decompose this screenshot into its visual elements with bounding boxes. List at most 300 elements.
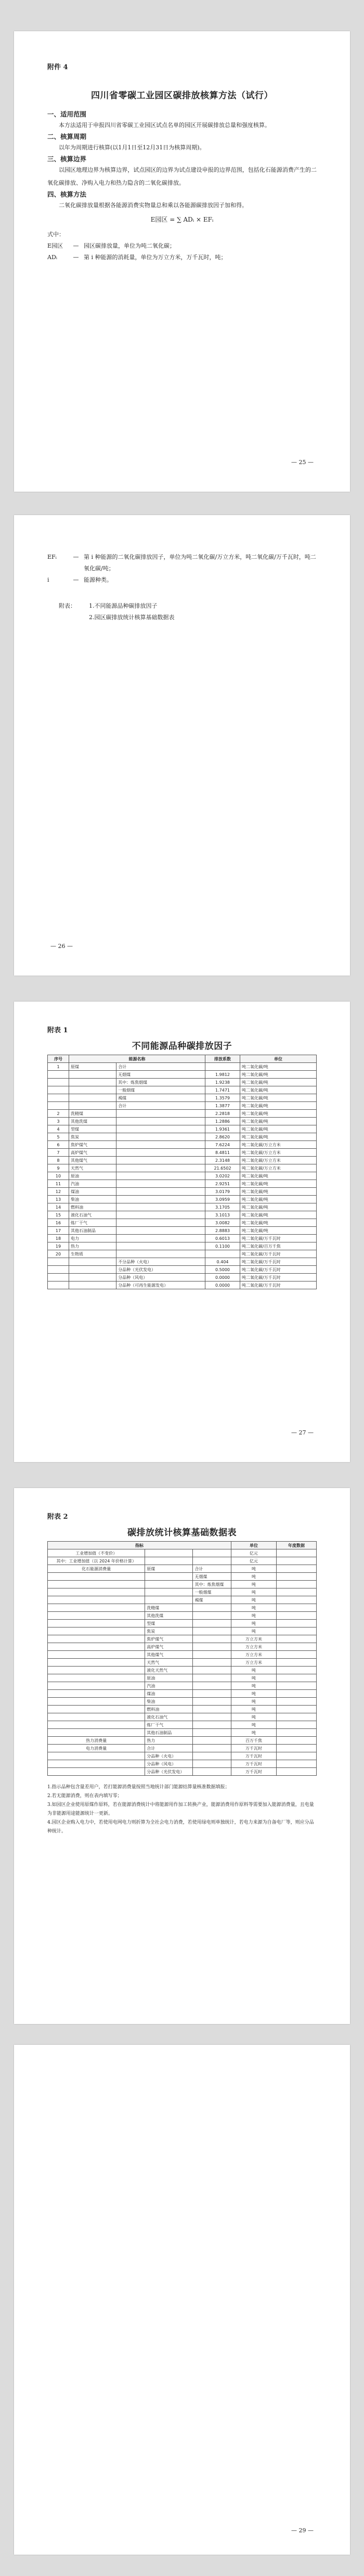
table-cell	[277, 1620, 317, 1627]
table-cell	[193, 1549, 231, 1557]
table-cell	[277, 1651, 317, 1659]
table-cell	[116, 1125, 205, 1133]
section-text-3: 以园区地理边界为核算边界，试点园区的边界为试点建设申报的边界范围，包括化石能源消费产生的二氧化碳排放、净购入电力和热力隐含的二氧化碳排放。	[47, 166, 317, 186]
table-cell: 吨	[231, 1588, 277, 1596]
table-cell: 万千瓦时	[231, 1760, 277, 1768]
table-row	[48, 1235, 317, 1242]
page-27	[14, 1002, 350, 1462]
table-cell: 吨二氧化碳/吨	[240, 1094, 317, 1102]
table-cell	[193, 1612, 231, 1620]
section-heading-1: 一、适用范围	[47, 110, 87, 118]
table-cell	[145, 1588, 193, 1596]
definition-text: 能源种类。	[84, 576, 112, 583]
definition-row	[47, 552, 317, 574]
table-cell: 煤油	[145, 1690, 193, 1698]
table-cell	[277, 1698, 317, 1706]
table-cell: 热力	[145, 1737, 193, 1745]
table-cell	[116, 1133, 205, 1141]
section-text-2: 以年为周期进行核算(以1月1日至12月31日为核算周期)。	[59, 144, 205, 151]
table-header-row	[48, 1055, 317, 1063]
table-cell: 3.0179	[205, 1188, 240, 1196]
table-cell	[193, 1604, 231, 1612]
table-cell: 合计	[116, 1063, 205, 1071]
table-cell	[116, 1141, 205, 1149]
table-row	[48, 1110, 317, 1118]
table-row	[48, 1149, 317, 1157]
table-cell: 百万千焦	[231, 1737, 277, 1745]
table-cell: 柴油	[69, 1196, 116, 1203]
table-cell	[193, 1620, 231, 1627]
table-cell: 亿元	[231, 1557, 277, 1565]
table-cell: 天然气	[69, 1164, 116, 1172]
table-row	[48, 1196, 317, 1203]
table-cell	[277, 1596, 317, 1604]
table-cell: 14	[48, 1203, 69, 1211]
table-cell	[48, 1581, 145, 1588]
notes	[47, 1783, 317, 1836]
table-cell: 煤油	[69, 1188, 116, 1196]
table-cell	[193, 1557, 231, 1565]
table-cell: 不分品种（火电）	[116, 1258, 205, 1266]
table-cell: 12	[48, 1188, 69, 1196]
table-cell	[145, 1581, 193, 1588]
table-cell: 合计	[116, 1102, 205, 1110]
table-row	[48, 1745, 317, 1752]
table-cell: 液化石油气	[145, 1713, 193, 1721]
table-cell: 19	[48, 1242, 69, 1250]
table-cell	[48, 1706, 145, 1713]
table-cell: 3.0959	[205, 1196, 240, 1203]
table-cell: 其他煤气	[69, 1157, 116, 1164]
table-cell	[277, 1581, 317, 1588]
table-cell	[69, 1102, 116, 1110]
table-cell	[116, 1149, 205, 1157]
table-row	[48, 1565, 317, 1573]
table-row	[48, 1729, 317, 1737]
table-cell	[48, 1643, 145, 1651]
table-cell	[193, 1729, 231, 1737]
table-cell: 3.0202	[205, 1172, 240, 1180]
table-row	[48, 1258, 317, 1266]
table-cell: 吨二氧化碳/吨	[240, 1118, 317, 1125]
table-cell	[277, 1604, 317, 1612]
definition-symbol: E园区	[47, 242, 63, 249]
table-row	[48, 1133, 317, 1141]
table-cell	[48, 1281, 69, 1289]
table-cell	[277, 1745, 317, 1752]
table-cell	[193, 1674, 231, 1682]
table-row	[48, 1643, 317, 1651]
table-cell	[69, 1071, 116, 1079]
table-cell	[48, 1604, 145, 1612]
page-number: — 25 —	[291, 459, 314, 466]
table-cell: 无烟煤	[116, 1071, 205, 1079]
table-cell: 炼厂干气	[145, 1721, 193, 1729]
table-cell	[48, 1729, 145, 1737]
attachment-item: 2.园区碳排放统计核算基础数据表	[89, 614, 175, 621]
attachment-item: 1.不同能源品种碳排放因子	[89, 603, 158, 609]
table-cell: 3.0082	[205, 1219, 240, 1227]
table-cell: 8.4811	[205, 1149, 240, 1157]
table-cell: 吨二氧化碳/万立方米	[240, 1164, 317, 1172]
table-cell	[116, 1242, 205, 1250]
table-cell	[48, 1752, 145, 1760]
page-number: — 26 —	[50, 943, 73, 950]
header-cell: 能源名称	[69, 1055, 205, 1063]
table-title: 碳排放统计核算基础数据表	[127, 1528, 237, 1538]
table-cell	[48, 1667, 145, 1674]
table-cell	[69, 1258, 116, 1266]
table-row	[48, 1682, 317, 1690]
table-row	[48, 1706, 317, 1713]
table-cell	[277, 1659, 317, 1667]
table-row	[48, 1557, 317, 1565]
table-cell: 其中：工业增加值（以 2024 年价格计算）	[48, 1557, 145, 1565]
table-cell: 吨	[231, 1620, 277, 1627]
table-row	[48, 1071, 317, 1079]
table-cell: 工业增加值（不变价）	[48, 1549, 145, 1557]
table-cell: 15	[48, 1211, 69, 1219]
table-cell	[193, 1706, 231, 1713]
table-cell: 原油	[69, 1172, 116, 1180]
table-row	[48, 1172, 317, 1180]
table-cell	[193, 1627, 231, 1635]
table-cell	[48, 1588, 145, 1596]
table-cell	[145, 1549, 193, 1557]
table-cell: 6	[48, 1141, 69, 1149]
table-cell: 万立方米	[231, 1635, 277, 1643]
table-cell: 吨二氧化碳/万千瓦时	[240, 1274, 317, 1281]
table-cell: 亿元	[231, 1549, 277, 1557]
table-row	[48, 1188, 317, 1196]
definition-dash: —	[73, 242, 79, 249]
table-cell: 0.1100	[205, 1242, 240, 1250]
table-cell	[277, 1612, 317, 1620]
table-cell: 吨	[231, 1565, 277, 1573]
page-29	[14, 2045, 350, 2555]
table-cell	[69, 1094, 116, 1102]
table-cell	[116, 1180, 205, 1188]
table-cell	[193, 1698, 231, 1706]
table-row	[48, 1627, 317, 1635]
table-cell: 吨	[231, 1682, 277, 1690]
table-label: 附表 1	[47, 1027, 68, 1034]
table-row	[48, 1266, 317, 1274]
definition-row	[47, 240, 317, 252]
table-cell	[48, 1094, 69, 1102]
table-cell	[193, 1752, 231, 1760]
table-cell: 吨二氧化碳/万立方米	[240, 1157, 317, 1164]
table-cell: 合计	[193, 1565, 231, 1573]
table-cell: 吨二氧化碳/万千瓦时	[240, 1281, 317, 1289]
table-cell	[116, 1250, 205, 1258]
table-title: 不同能源品种碳排放因子	[132, 1041, 232, 1052]
table-cell	[277, 1682, 317, 1690]
page-28	[14, 1488, 350, 2024]
table-cell: 吨二氧化碳/吨	[240, 1180, 317, 1188]
table-cell: 吨二氧化碳/吨	[240, 1063, 317, 1071]
table-cell: 分品种（光伏发电）	[116, 1266, 205, 1274]
table-cell: 0.5000	[205, 1266, 240, 1274]
table-cell	[116, 1172, 205, 1180]
definition-dash: —	[73, 576, 79, 583]
table-cell: 1.7471	[205, 1086, 240, 1094]
table-cell: 10	[48, 1172, 69, 1180]
table-cell: 20	[48, 1250, 69, 1258]
table-cell	[277, 1760, 317, 1768]
table-cell: 吨二氧化碳/吨	[240, 1071, 317, 1079]
table-cell	[116, 1164, 205, 1172]
table-cell: 吨	[231, 1604, 277, 1612]
table-cell: 吨	[231, 1698, 277, 1706]
table-cell	[277, 1549, 317, 1557]
table-cell: 柴油	[145, 1698, 193, 1706]
table-cell	[48, 1627, 145, 1635]
section-heading-4: 四、核算方法	[47, 190, 87, 198]
table-cell	[48, 1102, 69, 1110]
table-cell	[116, 1196, 205, 1203]
table-row	[48, 1721, 317, 1729]
table-cell	[193, 1690, 231, 1698]
table-cell: 吨二氧化碳/万千瓦时	[240, 1235, 317, 1242]
table-cell: 1.3877	[205, 1102, 240, 1110]
table-row	[48, 1063, 317, 1071]
table-row	[48, 1125, 317, 1133]
table-cell: 万立方米	[231, 1643, 277, 1651]
table-cell: 1.3579	[205, 1094, 240, 1102]
table-row	[48, 1094, 317, 1102]
table-cell: 液化天然气	[145, 1667, 193, 1674]
table-cell: 焦炉煤气	[145, 1635, 193, 1643]
table-body	[48, 1063, 317, 1289]
table-row	[48, 1698, 317, 1706]
table-cell	[48, 1713, 145, 1721]
table-cell: 4	[48, 1125, 69, 1133]
table-cell: 吨二氧化碳/万千瓦时	[240, 1258, 317, 1266]
table-cell: 万立方米	[231, 1651, 277, 1659]
table-cell: 一般烟煤	[193, 1588, 231, 1596]
table-cell	[69, 1274, 116, 1281]
table-cell	[277, 1667, 317, 1674]
table-cell: 吨	[231, 1612, 277, 1620]
table-row	[48, 1164, 317, 1172]
table-row	[48, 1211, 317, 1219]
table-cell: 吨	[231, 1667, 277, 1674]
table-cell	[48, 1674, 145, 1682]
table-cell: 吨二氧化碳/吨	[240, 1219, 317, 1227]
table-cell	[48, 1620, 145, 1627]
table-row	[48, 1596, 317, 1604]
formula: E园区 = ∑ ADᵢ × EFᵢ	[150, 216, 214, 223]
table-cell: 16	[48, 1219, 69, 1227]
table-cell	[277, 1690, 317, 1698]
table-cell: 吨	[231, 1596, 277, 1604]
table-cell: 2	[48, 1110, 69, 1118]
table-cell: 热力	[69, 1242, 116, 1250]
table-cell: 1.9361	[205, 1125, 240, 1133]
table-cell	[193, 1667, 231, 1674]
table-cell: 吨二氧化碳/吨	[240, 1086, 317, 1094]
statistics-table	[47, 1541, 317, 1776]
section-text-4: 二氧化碳排放量根据各能源消费实物量总和乘以各能源碳排放因子加和得。	[59, 202, 248, 209]
table-cell: 万千瓦时	[231, 1768, 277, 1776]
page-number: — 29 —	[291, 2527, 314, 2534]
table-cell: 吨二氧化碳/万立方米	[240, 1141, 317, 1149]
table-cell: 燃料油	[145, 1706, 193, 1713]
table-row	[48, 1079, 317, 1086]
table-row	[48, 1768, 317, 1776]
table-cell: 1.2886	[205, 1118, 240, 1125]
table-cell: 8	[48, 1157, 69, 1164]
table-cell	[48, 1760, 145, 1768]
table-cell: 洗精煤	[145, 1604, 193, 1612]
table-row	[48, 1549, 317, 1557]
table-body	[48, 1549, 317, 1776]
table-cell: 炼厂干气	[69, 1219, 116, 1227]
table-cell: 吨	[231, 1721, 277, 1729]
table-row	[48, 1573, 317, 1581]
attachments-label: 附表：	[59, 603, 76, 609]
table-cell	[277, 1557, 317, 1565]
table-cell	[277, 1573, 317, 1581]
table-cell: 燃料油	[69, 1203, 116, 1211]
table-cell: 吨	[231, 1627, 277, 1635]
table-cell: 电力消费量	[48, 1745, 145, 1752]
table-cell	[116, 1188, 205, 1196]
table-cell	[193, 1643, 231, 1651]
table-cell: 2.9251	[205, 1180, 240, 1188]
header-cell: 排放系数	[205, 1055, 240, 1063]
table-cell: 吨二氧化碳/吨	[240, 1188, 317, 1196]
table-cell: 焦炭	[145, 1627, 193, 1635]
table-cell	[48, 1690, 145, 1698]
table-row	[48, 1651, 317, 1659]
table-cell: 褐煤	[116, 1094, 205, 1102]
table-cell: 吨二氧化碳/吨	[240, 1133, 317, 1141]
table-cell: 0.6013	[205, 1235, 240, 1242]
table-cell: 生物质	[69, 1250, 116, 1258]
table-cell: 吨	[231, 1713, 277, 1721]
table-cell: 吨二氧化碳/吨	[240, 1079, 317, 1086]
table-cell: 其中：炼焦烟煤	[116, 1079, 205, 1086]
attachment-label: 附件 4	[47, 63, 68, 71]
definition-text: 园区碳排放量，单位为吨二氧化碳；	[84, 242, 175, 249]
table-cell: 吨二氧化碳/吨	[240, 1196, 317, 1203]
table-cell	[193, 1721, 231, 1729]
page-26	[14, 515, 350, 976]
table-cell	[277, 1721, 317, 1729]
emission-factor-table	[47, 1055, 317, 1289]
table-cell: 型煤	[69, 1125, 116, 1133]
table-cell: 吨	[231, 1573, 277, 1581]
table-cell: 吨二氧化碳/吨	[240, 1227, 317, 1235]
table-cell	[193, 1768, 231, 1776]
table-cell	[193, 1682, 231, 1690]
table-cell: 吨二氧化碳/万千瓦时	[240, 1266, 317, 1274]
table-cell	[205, 1063, 240, 1071]
table-row	[48, 1118, 317, 1125]
note-item: 4.园区企业购入电力中，若使用电网电力则折算为全社会电力消费，若使用绿电则单独统计，若电力来源为自备电厂等，则应分品种统计。	[47, 1820, 314, 1834]
table-cell: 高炉煤气	[145, 1643, 193, 1651]
table-cell	[145, 1596, 193, 1604]
table-row	[48, 1086, 317, 1094]
table-cell: 其他洗煤	[145, 1612, 193, 1620]
table-cell	[193, 1635, 231, 1643]
table-cell	[48, 1596, 145, 1604]
table-row	[48, 1588, 317, 1596]
section-heading-2: 二、核算周期	[47, 133, 87, 140]
table-row	[48, 1667, 317, 1674]
table-cell	[277, 1565, 317, 1573]
table-cell	[193, 1659, 231, 1667]
table-cell	[277, 1674, 317, 1682]
table-row	[48, 1612, 317, 1620]
table-row	[48, 1659, 317, 1667]
table-cell	[277, 1588, 317, 1596]
table-cell	[116, 1110, 205, 1118]
table-cell	[116, 1211, 205, 1219]
table-cell: 分品种（光伏发电）	[145, 1768, 193, 1776]
definition-row	[47, 252, 317, 263]
table-row	[48, 1737, 317, 1745]
table-cell	[48, 1258, 69, 1266]
table-cell	[277, 1635, 317, 1643]
table-row	[48, 1219, 317, 1227]
table-cell: 原油	[145, 1674, 193, 1682]
table-row	[48, 1635, 317, 1643]
table-cell	[193, 1745, 231, 1752]
table-cell: 吨	[231, 1706, 277, 1713]
table-cell	[48, 1768, 145, 1776]
table-cell	[277, 1752, 317, 1760]
table-cell: 热力消费量	[48, 1737, 145, 1745]
table-cell: 万立方米	[231, 1659, 277, 1667]
table-cell: 3.1705	[205, 1203, 240, 1211]
table-cell: 吨二氧化碳/吨	[240, 1203, 317, 1211]
table-cell: 焦炉煤气	[69, 1141, 116, 1149]
table-row	[48, 1141, 317, 1149]
table-cell: 吨	[231, 1729, 277, 1737]
table-cell	[193, 1737, 231, 1745]
table-cell	[277, 1643, 317, 1651]
header-cell: 单位	[231, 1542, 277, 1549]
table-cell: 电力	[69, 1235, 116, 1242]
table-cell: 褐煤	[193, 1596, 231, 1604]
table-cell	[116, 1157, 205, 1164]
page-number: — 27 —	[291, 1429, 314, 1436]
table-cell: 吨二氧化碳/吨	[240, 1172, 317, 1180]
table-cell	[69, 1281, 116, 1289]
table-row	[48, 1203, 317, 1211]
table-row	[48, 1242, 317, 1250]
definition-text: 第 i 种能源的二氧化碳排放因子，单位为吨二氧化碳/万立方米，吨二氧化碳/万千瓦时，吨二氧化碳/吨；	[84, 554, 316, 572]
table-cell: 17	[48, 1227, 69, 1235]
table-cell: 吨	[231, 1690, 277, 1698]
table-cell: 0.0000	[205, 1274, 240, 1281]
attachments-list	[47, 600, 317, 623]
definition-text: 第 i 种能源的消耗量，单位为万立方米，万千瓦时，吨；	[84, 254, 227, 261]
table-cell	[277, 1737, 317, 1745]
table-cell: 万千瓦时	[231, 1752, 277, 1760]
table-cell: 0.0000	[205, 1281, 240, 1289]
table-cell: 汽油	[69, 1180, 116, 1188]
table-cell: 高炉煤气	[69, 1149, 116, 1157]
table-cell: 无烟煤	[193, 1573, 231, 1581]
table-cell	[48, 1071, 69, 1079]
table-cell: 21.6502	[205, 1164, 240, 1172]
table-cell: 吨	[231, 1674, 277, 1682]
table-cell: 吨二氧化碳/吨	[240, 1211, 317, 1219]
